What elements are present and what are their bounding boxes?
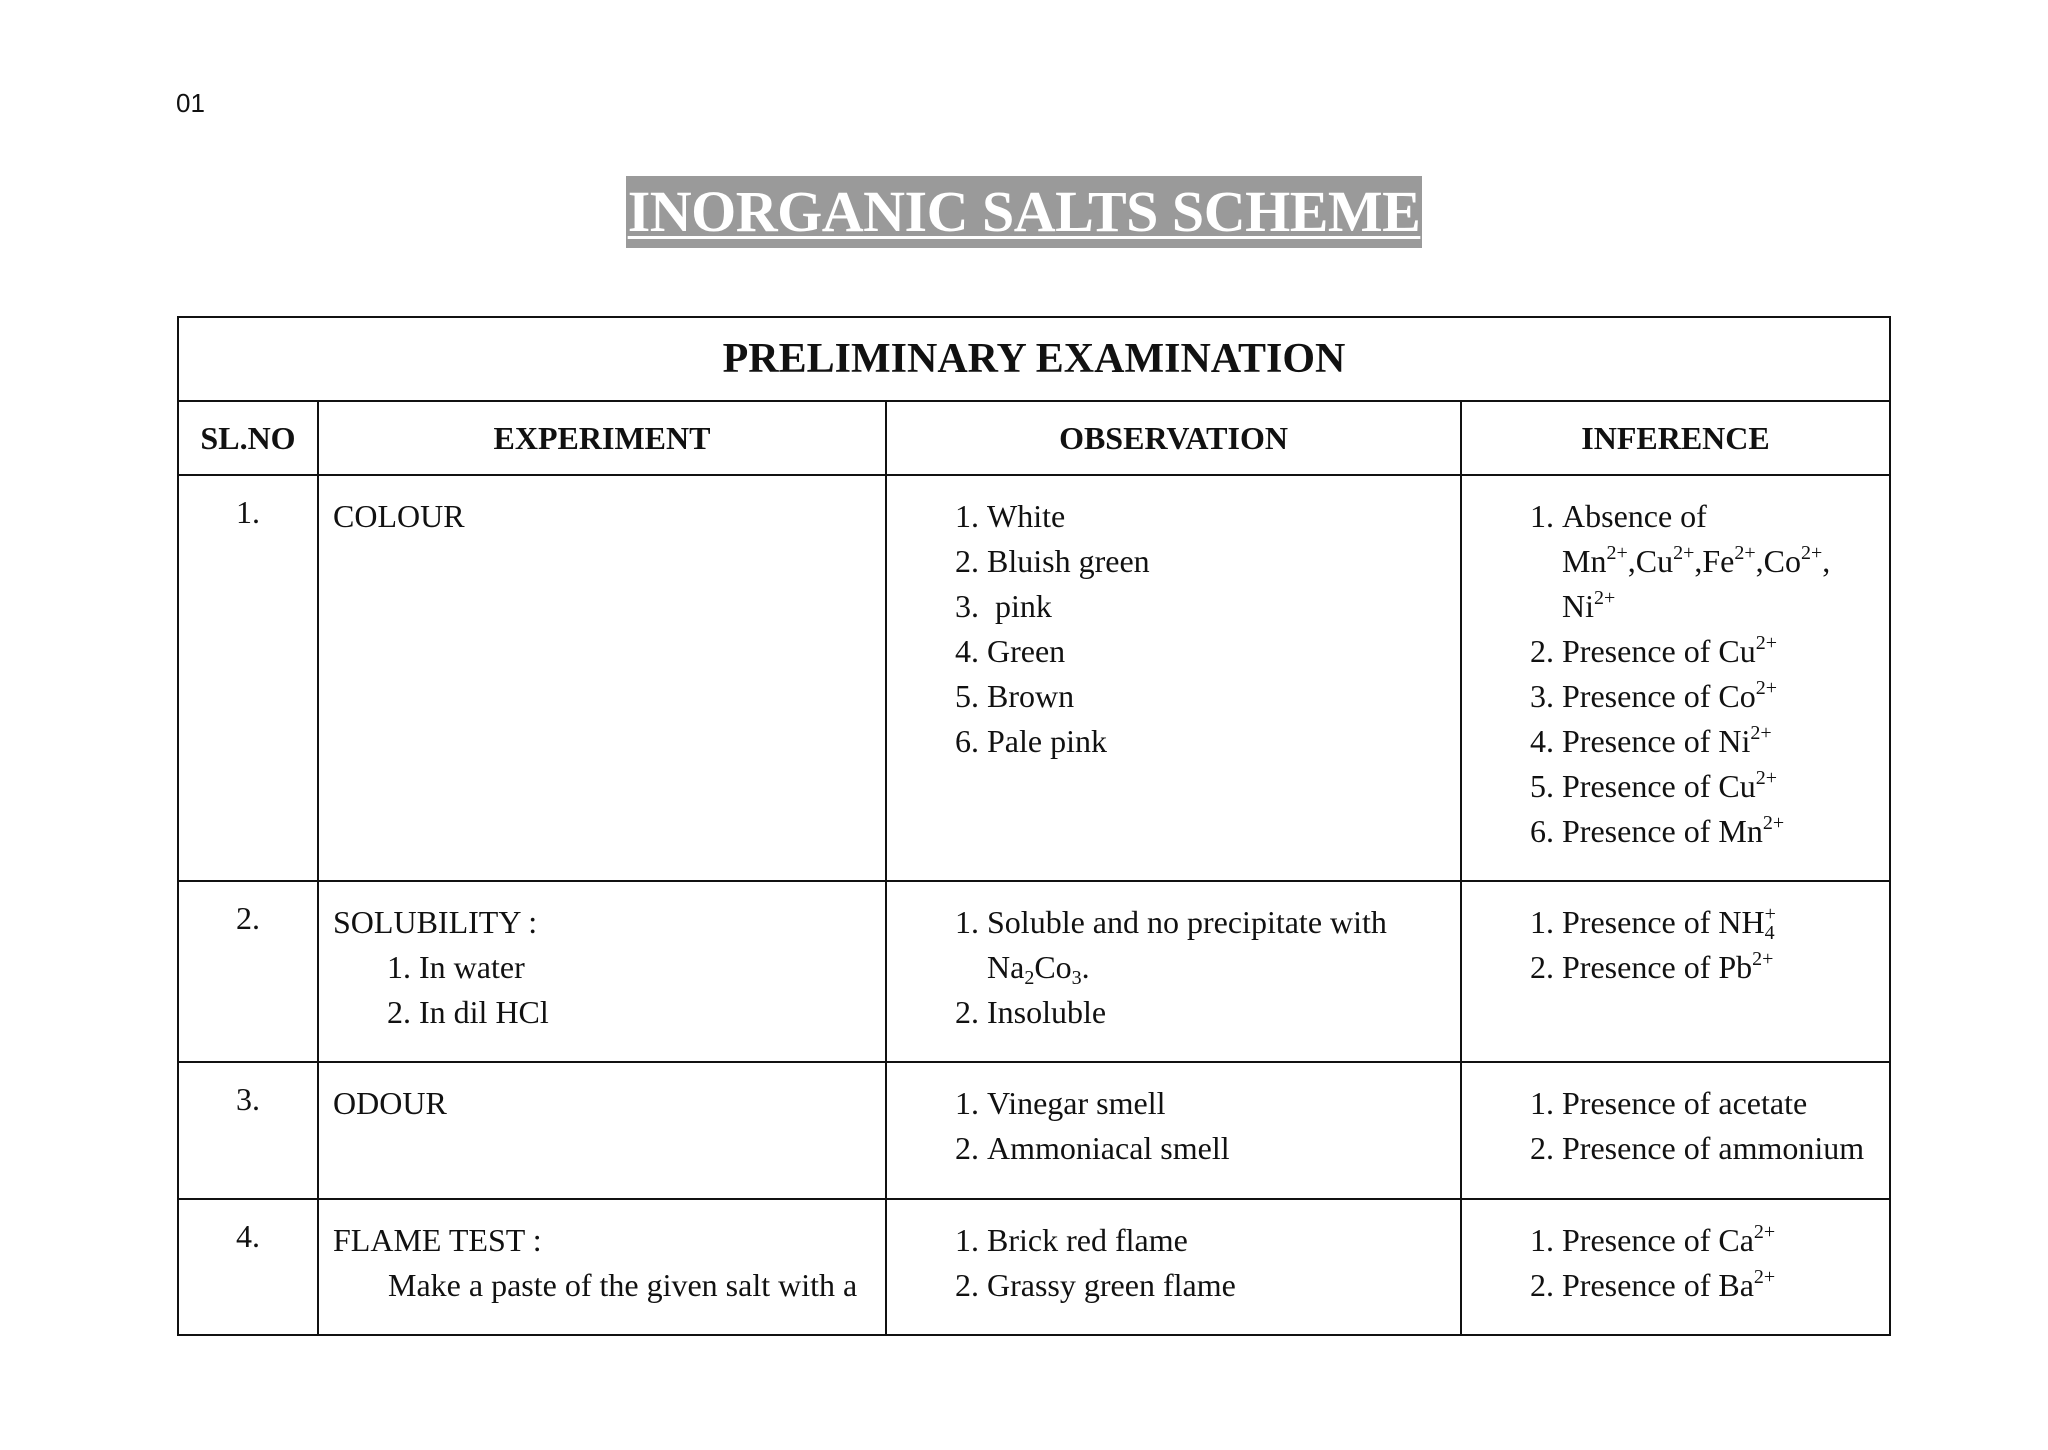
list-item: 4. Green xyxy=(987,629,1452,674)
list-item: 5. Brown xyxy=(987,674,1452,719)
observation-cell xyxy=(886,1199,1461,1335)
list-item: 2. Insoluble xyxy=(987,990,1452,1035)
list-item: 3. Presence of $Co^{2+}$ xyxy=(1562,674,1881,719)
list-item: 2. In dil HCl xyxy=(419,990,875,1035)
list-item: 2. Presence of ammonium xyxy=(1562,1126,1881,1171)
table-row xyxy=(178,881,1890,1062)
header-observation: OBSERVATION xyxy=(886,401,1461,475)
list-item: 3. pink xyxy=(987,584,1452,629)
observation-cell xyxy=(886,475,1461,881)
ion: $Fe^{2+}$, xyxy=(1702,542,1764,579)
experiment-name: COLOUR xyxy=(333,498,465,534)
list-item: 2. Presence of $Ba^{2+}$ xyxy=(1562,1263,1881,1308)
list-item: 1. Soluble and no precipitate with $Na_2Co_3$. xyxy=(987,900,1452,990)
ion: $Ni^{2+}$ xyxy=(1562,587,1616,624)
preliminary-examination-table xyxy=(177,316,1891,1336)
list-item xyxy=(1562,494,1881,629)
observation-list xyxy=(887,900,1452,1035)
page-title: INORGANIC SALTS SCHEME xyxy=(626,176,1423,248)
experiment-name: SOLUBILITY : xyxy=(333,904,538,940)
slno-cell: 1. xyxy=(178,475,318,881)
inference-list xyxy=(1462,900,1881,990)
list-item: 1. Presence of $NH_4^+$ xyxy=(1562,900,1881,945)
list-item: 6. Presence of $Mn^{2+}$ xyxy=(1562,809,1881,854)
observation-list xyxy=(887,1081,1452,1171)
list-item: 1. White xyxy=(987,494,1452,539)
experiment-name: FLAME TEST : xyxy=(333,1222,542,1258)
list-item: 2. Presence of $Pb^{2+}$ xyxy=(1562,945,1881,990)
experiment-name: ODOUR xyxy=(333,1085,447,1121)
ion: $Co^{2+}$, xyxy=(1763,542,1831,579)
slno-cell: 4. xyxy=(178,1199,318,1335)
list-item: 1. Vinegar smell xyxy=(987,1081,1452,1126)
page-number: 01 xyxy=(176,88,205,118)
inference-cell xyxy=(1461,1199,1890,1335)
list-item: 1. Brick red flame xyxy=(987,1218,1452,1263)
inference-cell xyxy=(1461,1062,1890,1199)
inference-list xyxy=(1462,1218,1881,1308)
header-slno: SL.NO xyxy=(178,401,318,475)
list-item: 2. Presence of $Cu^{2+}$ xyxy=(1562,629,1881,674)
experiment-cell xyxy=(318,1199,886,1335)
list-item: 6. Pale pink xyxy=(987,719,1452,764)
list-item: 2. Grassy green flame xyxy=(987,1263,1452,1308)
list-item: 1. Presence of $Ca^{2+}$ xyxy=(1562,1218,1881,1263)
table-row xyxy=(178,475,1890,881)
title-container xyxy=(0,176,2048,248)
observation-list xyxy=(887,1218,1452,1308)
observation-cell xyxy=(886,881,1461,1062)
table-row xyxy=(178,1199,1890,1335)
experiment-sublist xyxy=(333,945,875,1035)
list-item: 2. Bluish green xyxy=(987,539,1452,584)
experiment-cell xyxy=(318,1062,886,1199)
header-inference: INFERENCE xyxy=(1461,401,1890,475)
inference-cell xyxy=(1461,475,1890,881)
inference-list xyxy=(1462,1081,1881,1171)
inference-text: Absence of xyxy=(1562,498,1707,534)
inference-cell xyxy=(1461,881,1890,1062)
slno-cell: 3. xyxy=(178,1062,318,1199)
list-item: 1. In water xyxy=(419,945,875,990)
observation-cell xyxy=(886,1062,1461,1199)
observation-list xyxy=(887,494,1452,764)
chemical-formula: $Na_2Co_3$. xyxy=(987,949,1090,989)
table-caption: PRELIMINARY EXAMINATION xyxy=(178,317,1890,401)
header-experiment: EXPERIMENT xyxy=(318,401,886,475)
table-row xyxy=(178,1062,1890,1199)
list-item: 5. Presence of $Cu^{2+}$ xyxy=(1562,764,1881,809)
list-item: 1. Presence of acetate xyxy=(1562,1081,1881,1126)
experiment-cell xyxy=(318,475,886,881)
ion: $Mn^{2+}$, xyxy=(1562,542,1636,579)
experiment-detail: Make a paste of the given salt with a xyxy=(388,1267,858,1303)
ion: $Cu^{2+}$, xyxy=(1635,542,1703,579)
list-item: 4. Presence of $Ni^{2+}$ xyxy=(1562,719,1881,764)
slno-cell: 2. xyxy=(178,881,318,1062)
list-item: 2. Ammoniacal smell xyxy=(987,1126,1452,1171)
experiment-cell xyxy=(318,881,886,1062)
inference-list xyxy=(1462,494,1881,854)
